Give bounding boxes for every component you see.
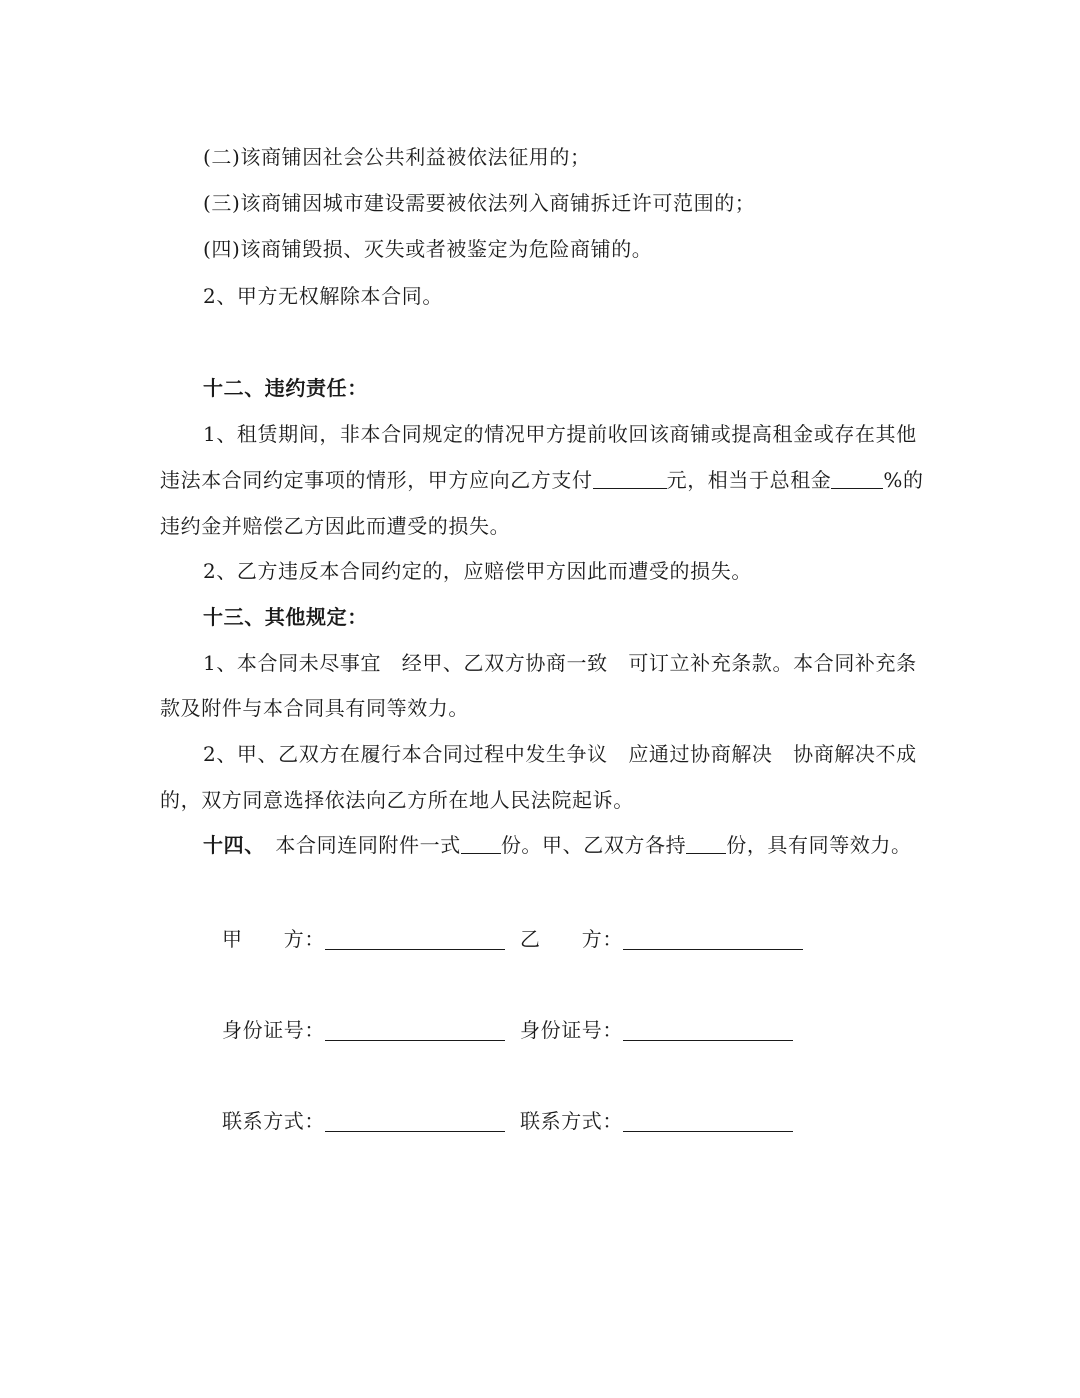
section-14-text-b: 份。甲、乙双方各持 bbox=[500, 833, 687, 857]
copies-total-blank[interactable] bbox=[461, 833, 501, 854]
section-14-text-a: 本合同连同附件一式 bbox=[275, 833, 461, 857]
clause-item-2: (二)该商铺因社会公共利益被依法征用的； bbox=[203, 145, 591, 169]
section-12-p1-line2-b: 元，相当于总租金 bbox=[666, 468, 832, 492]
amount-blank[interactable] bbox=[593, 468, 667, 489]
id-b-label: 身份证号： bbox=[520, 1018, 623, 1042]
id-a-row bbox=[222, 1016, 505, 1044]
percent-blank[interactable] bbox=[831, 468, 883, 489]
section-12-heading: 十二、违约责任： bbox=[203, 376, 368, 400]
id-a-line[interactable] bbox=[325, 1018, 505, 1041]
contact-b-row bbox=[520, 1107, 793, 1135]
contact-a-label: 联系方式： bbox=[222, 1109, 325, 1133]
id-b-line[interactable] bbox=[623, 1018, 793, 1041]
section-13-p2-line1: 2、甲、乙双方在履行本合同过程中发生争议 应通过协商解决 协商解决不成 bbox=[203, 742, 917, 766]
clause-point-2: 2、甲方无权解除本合同。 bbox=[203, 284, 443, 308]
section-13-p1-line1: 1、本合同未尽事宜 经甲、乙双方协商一致 可订立补充条款。本合同补充条 bbox=[203, 651, 917, 675]
section-13-p2-line2: 的，双方同意选择依法向乙方所在地人民法院起诉。 bbox=[160, 788, 634, 812]
party-b-signature-line[interactable] bbox=[623, 927, 803, 950]
section-12-p1-line2-c: %的 bbox=[883, 468, 924, 492]
contact-b-line[interactable] bbox=[623, 1109, 793, 1132]
contact-b-label: 联系方式： bbox=[520, 1109, 623, 1133]
party-b-row bbox=[520, 925, 803, 953]
section-12-p1-line1: 1、租赁期间，非本合同规定的情况甲方提前收回该商铺或提高租金或存在其他 bbox=[203, 422, 917, 446]
section-13-heading: 十三、其他规定： bbox=[203, 605, 368, 629]
party-a-signature-line[interactable] bbox=[325, 927, 505, 950]
contact-a-row bbox=[222, 1107, 505, 1135]
party-b-label: 乙 方： bbox=[520, 927, 623, 951]
copies-each-blank[interactable] bbox=[686, 833, 726, 854]
section-12-p2: 2、乙方违反本合同约定的，应赔偿甲方因此而遭受的损失。 bbox=[203, 559, 752, 583]
party-a-label: 甲 方： bbox=[222, 927, 325, 951]
section-14-text-c: 份，具有同等效力。 bbox=[726, 833, 912, 857]
contact-a-line[interactable] bbox=[325, 1109, 505, 1132]
section-14 bbox=[203, 831, 943, 859]
section-14-heading: 十四、 bbox=[203, 833, 255, 857]
section-12-p1-line2 bbox=[160, 466, 940, 494]
party-a-row bbox=[222, 925, 505, 953]
clause-item-4: (四)该商铺毁损、灭失或者被鉴定为危险商铺的。 bbox=[203, 237, 653, 261]
id-a-label: 身份证号： bbox=[222, 1018, 325, 1042]
section-13-p1-line2: 款及附件与本合同具有同等效力。 bbox=[160, 696, 469, 720]
section-12-p1-line2-a: 违法本合同约定事项的情形，甲方应向乙方支付 bbox=[160, 468, 593, 492]
section-12-p1-line3: 违约金并赔偿乙方因此而遭受的损失。 bbox=[160, 514, 511, 538]
id-b-row bbox=[520, 1016, 793, 1044]
clause-item-3: (三)该商铺因城市建设需要被依法列入商铺拆迁许可范围的； bbox=[203, 191, 756, 215]
